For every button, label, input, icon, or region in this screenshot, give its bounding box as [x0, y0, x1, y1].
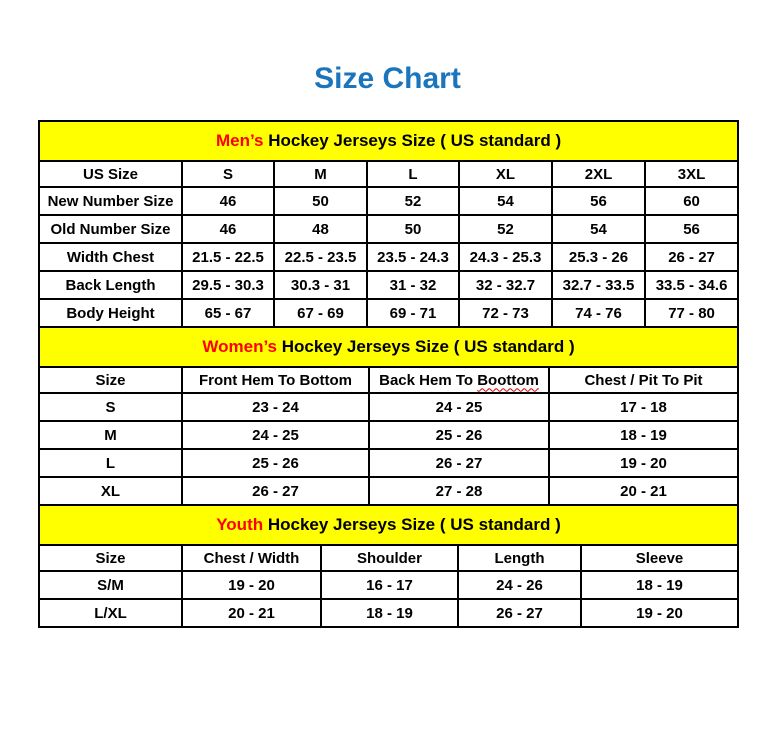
size-value: 67 - 69: [274, 299, 367, 327]
size-value: 54: [459, 187, 552, 215]
section-heading-row: [39, 121, 738, 161]
womens-size-table: [38, 326, 739, 506]
size-value: 25 - 26: [182, 449, 369, 477]
size-value: 25 - 26: [369, 421, 549, 449]
row-label: M: [39, 421, 182, 449]
row-label: Width Chest: [39, 243, 182, 271]
size-value: 54: [552, 215, 645, 243]
size-value: 56: [552, 187, 645, 215]
table-row: [39, 571, 738, 599]
size-tables: [38, 120, 737, 628]
column-header: Length: [458, 545, 581, 571]
size-value: 23.5 - 24.3: [367, 243, 459, 271]
row-label: New Number Size: [39, 187, 182, 215]
section-heading-highlight: Youth: [216, 515, 264, 534]
size-value: 19 - 20: [182, 571, 321, 599]
size-value: 24.3 - 25.3: [459, 243, 552, 271]
size-value: 72 - 73: [459, 299, 552, 327]
table-row: [39, 187, 738, 215]
row-label: L: [39, 449, 182, 477]
section-heading-highlight: Women’s: [202, 337, 277, 356]
size-value: 20 - 21: [182, 599, 321, 627]
row-label: S: [39, 393, 182, 421]
size-value: 56: [645, 215, 738, 243]
column-header: Size: [39, 545, 182, 571]
section-heading-row: [39, 505, 738, 545]
size-value: 46: [182, 187, 274, 215]
table-row: [39, 477, 738, 505]
size-value: 65 - 67: [182, 299, 274, 327]
section-heading: [39, 327, 738, 367]
size-value: 16 - 17: [321, 571, 458, 599]
size-value: 69 - 71: [367, 299, 459, 327]
section-heading-text: Hockey Jerseys Size ( US standard ): [263, 515, 561, 534]
column-header: Size: [39, 367, 182, 393]
size-value: 23 - 24: [182, 393, 369, 421]
size-value: 30.3 - 31: [274, 271, 367, 299]
size-value: 26 - 27: [458, 599, 581, 627]
table-row: [39, 421, 738, 449]
row-label: S/M: [39, 571, 182, 599]
row-label: Body Height: [39, 299, 182, 327]
row-label: Back Length: [39, 271, 182, 299]
table-row: [39, 449, 738, 477]
section-heading: [39, 505, 738, 545]
size-value: 32.7 - 33.5: [552, 271, 645, 299]
size-value: 50: [274, 187, 367, 215]
column-header: Sleeve: [581, 545, 738, 571]
size-value: 18 - 19: [321, 599, 458, 627]
size-value: 18 - 19: [549, 421, 738, 449]
table-row: [39, 243, 738, 271]
size-value: 26 - 27: [645, 243, 738, 271]
size-value: 46: [182, 215, 274, 243]
size-value: 19 - 20: [549, 449, 738, 477]
column-header: Chest / Pit To Pit: [549, 367, 738, 393]
section-heading-text: Hockey Jerseys Size ( US standard ): [277, 337, 575, 356]
column-header: Chest / Width: [182, 545, 321, 571]
column-header: M: [274, 161, 367, 187]
table-row: [39, 271, 738, 299]
column-header-row: [39, 545, 738, 571]
column-header: Shoulder: [321, 545, 458, 571]
size-value: 52: [459, 215, 552, 243]
column-header-row: [39, 367, 738, 393]
youth-size-table: [38, 504, 739, 628]
column-header: XL: [459, 161, 552, 187]
table-row: [39, 599, 738, 627]
column-header: Front Hem To Bottom: [182, 367, 369, 393]
section-heading-highlight: Men’s: [215, 131, 264, 150]
size-value: 33.5 - 34.6: [645, 271, 738, 299]
size-value: 32 - 32.7: [459, 271, 552, 299]
row-label: Old Number Size: [39, 215, 182, 243]
size-chart-page: [38, 64, 737, 628]
mens-size-table: [38, 120, 739, 328]
table-row: [39, 299, 738, 327]
size-value: 26 - 27: [369, 449, 549, 477]
size-value: 74 - 76: [552, 299, 645, 327]
size-value: 22.5 - 23.5: [274, 243, 367, 271]
misspelling-squiggle: Boottom: [477, 371, 539, 389]
column-header: 3XL: [645, 161, 738, 187]
size-value: 27 - 28: [369, 477, 549, 505]
row-label: XL: [39, 477, 182, 505]
size-value: 24 - 25: [182, 421, 369, 449]
column-header: S: [182, 161, 274, 187]
size-value: 24 - 25: [369, 393, 549, 421]
size-value: 21.5 - 22.5: [182, 243, 274, 271]
section-heading-text: Hockey Jerseys Size ( US standard ): [263, 131, 562, 150]
size-value: 60: [645, 187, 738, 215]
size-value: 24 - 26: [458, 571, 581, 599]
size-value: 25.3 - 26: [552, 243, 645, 271]
size-value: 20 - 21: [549, 477, 738, 505]
row-label: L/XL: [39, 599, 182, 627]
size-value: 18 - 19: [581, 571, 738, 599]
page-title: Size Chart: [314, 62, 461, 95]
size-value: 50: [367, 215, 459, 243]
section-heading: [39, 121, 738, 161]
table-row: [39, 215, 738, 243]
section-heading-row: [39, 327, 738, 367]
size-value: 17 - 18: [549, 393, 738, 421]
size-value: 29.5 - 30.3: [182, 271, 274, 299]
table-row: [39, 393, 738, 421]
column-header: US Size: [39, 161, 182, 187]
size-value: 31 - 32: [367, 271, 459, 299]
column-header-row: [39, 161, 738, 187]
size-value: 26 - 27: [182, 477, 369, 505]
size-value: 48: [274, 215, 367, 243]
column-header: 2XL: [552, 161, 645, 187]
size-value: 52: [367, 187, 459, 215]
column-header: L: [367, 161, 459, 187]
size-value: 77 - 80: [645, 299, 738, 327]
size-value: 19 - 20: [581, 599, 738, 627]
column-header: Back Hem To Boottom: [369, 367, 549, 393]
